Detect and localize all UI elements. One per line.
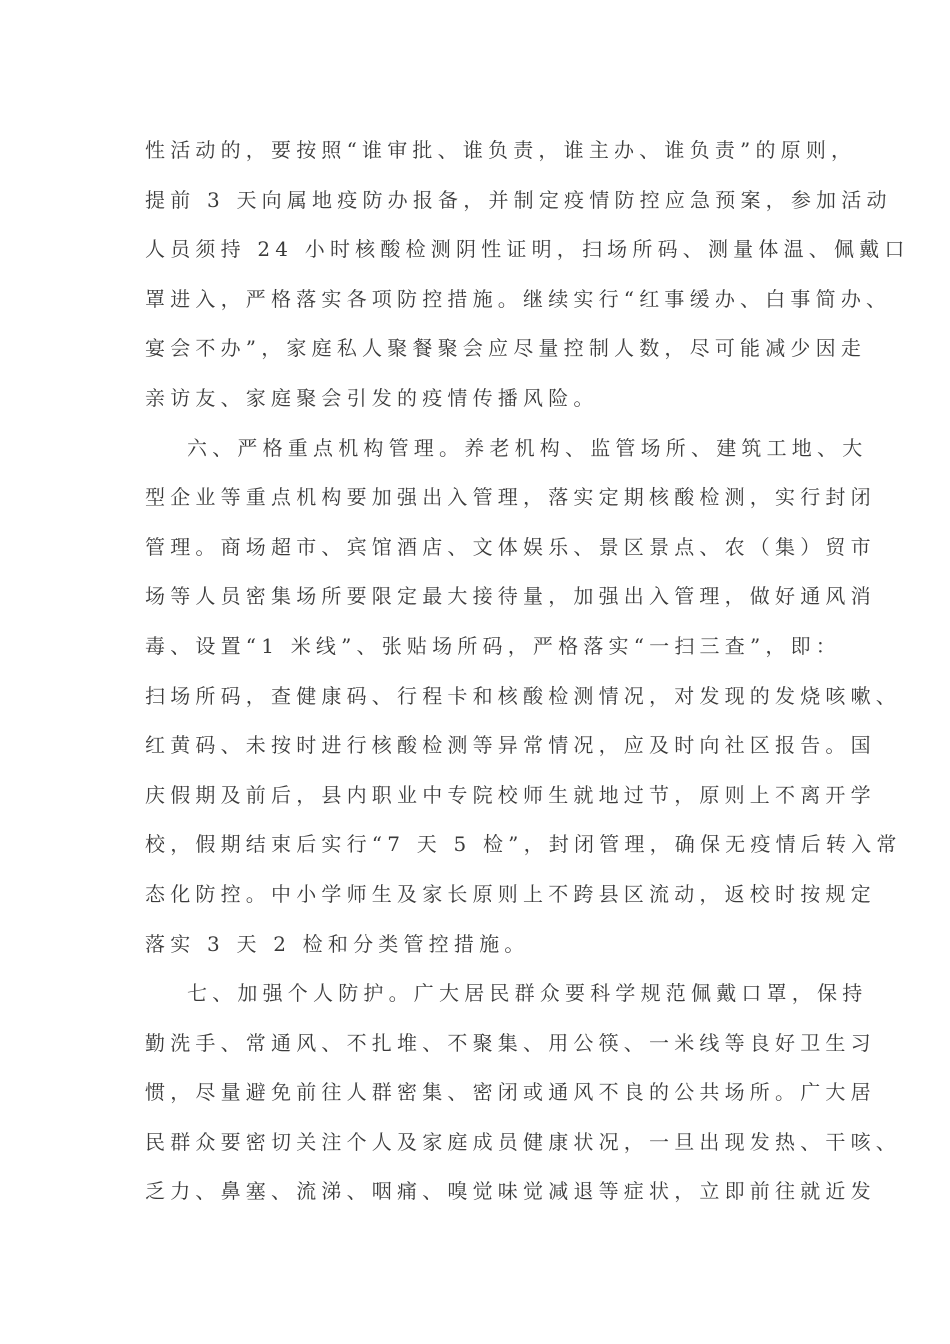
text-line: 场等人员密集场所要限定最大接待量，加强出入管理，做好通风消	[145, 584, 876, 609]
text-line: 惯，尽量避免前往人群密集、密闭或通风不良的公共场所。广大居	[145, 1080, 876, 1105]
text-line: 红黄码、未按时进行核酸检测等异常情况，应及时向社区报告。国	[145, 733, 876, 758]
text-line: 毒、设置“1 米线”、张贴场所码，严格落实“一扫三查”，即：	[145, 633, 841, 658]
document-body	[145, 130, 910, 1221]
text-line: 亲访友、家庭聚会引发的疫情传播风险。	[145, 385, 599, 410]
paragraph-section-seven	[145, 973, 901, 1221]
text-line: 庆假期及前后，县内职业中专院校师生就地过节，原则上不离开学	[145, 782, 876, 807]
text-line: 扫场所码，查健康码、行程卡和核酸检测情况，对发现的发烧咳嗽、	[145, 683, 901, 708]
text-line: 民群众要密切关注个人及家庭成员健康状况，一旦出现发热、干咳、	[145, 1129, 901, 1154]
section-heading-line: 七、加强个人防护。广大居民群众要科学规范佩戴口罩，保持	[187, 981, 868, 1006]
text-line: 性活动的，要按照“谁审批、谁负责，谁主办、谁负责”的原则，	[145, 138, 857, 162]
paragraph-section-six	[145, 428, 902, 974]
text-line: 乏力、鼻塞、流涕、咽痛、嗅觉味觉减退等症状，立即前往就近发	[145, 1179, 876, 1204]
text-line: 落实 3 天 2 检和分类管控措施。	[145, 931, 530, 956]
text-line: 宴会不办”，家庭私人聚餐聚会应尽量控制人数，尽可能减少因走	[145, 336, 867, 361]
text-line: 型企业等重点机构要加强出入管理，落实定期核酸检测，实行封闭	[145, 485, 876, 510]
section-heading-line: 六、严格重点机构管理。养老机构、监管场所、建筑工地、大	[187, 435, 868, 460]
text-line: 勤洗手、常通风、不扎堆、不聚集、用公筷、一米线等良好卫生习	[145, 1030, 876, 1055]
text-line: 态化防控。中小学师生及家长原则上不跨县区流动，返校时按规定	[145, 881, 876, 906]
paragraph-continuation	[145, 130, 910, 428]
text-line: 罩进入，严格落实各项防控措施。继续实行“红事缓办、白事简办、	[145, 286, 892, 311]
text-line: 人员须持 24 小时核酸检测阴性证明，扫场所码、测量体温、佩戴口	[145, 237, 910, 262]
text-line: 管理。商场超市、宾馆酒店、文体娱乐、景区景点、农（集）贸市	[145, 534, 876, 559]
text-line: 提前 3 天向属地疫防办报备，并制定疫情防控应急预案，参加活动	[145, 187, 892, 212]
text-line: 校，假期结束后实行“7 天 5 检”，封闭管理，确保无疫情后转入常	[145, 832, 902, 857]
